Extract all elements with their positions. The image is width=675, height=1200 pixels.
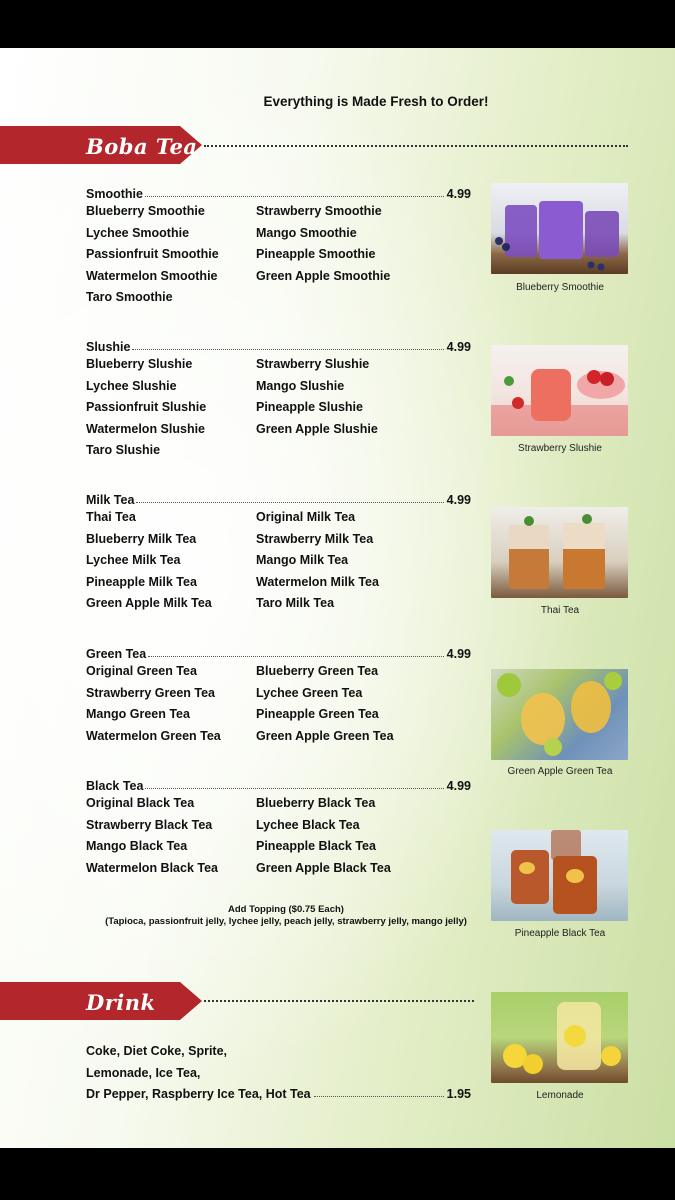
topping-title: Add Topping ($0.75 Each) bbox=[228, 904, 344, 915]
item-list bbox=[86, 793, 471, 879]
menu-page bbox=[0, 48, 675, 1148]
menu-item: Lychee Smoothie bbox=[86, 225, 190, 240]
menu-item: Blueberry Slushie bbox=[86, 357, 193, 371]
menu-item: Passionfruit Slushie bbox=[86, 400, 207, 415]
strawberry-slushie-icon bbox=[491, 345, 628, 436]
menu-item: Lychee Black Tea bbox=[256, 817, 360, 832]
boba-tea-banner-title: Boba Tea bbox=[86, 134, 198, 159]
leader-dots bbox=[136, 502, 443, 503]
tagline: Everything is Made Fresh to Order! bbox=[263, 94, 489, 109]
section-price: 4.99 bbox=[446, 779, 471, 793]
menu-item: Watermelon Smoothie bbox=[86, 268, 218, 283]
section-price: 4.99 bbox=[446, 493, 471, 507]
photo-caption: Strawberry Slushie bbox=[518, 443, 602, 454]
menu-item: Mango Slushie bbox=[256, 378, 345, 393]
item-list bbox=[86, 661, 471, 747]
section-header bbox=[86, 332, 471, 354]
menu-item: Pineapple Milk Tea bbox=[86, 574, 197, 589]
menu-item: Pineapple Green Tea bbox=[256, 707, 379, 722]
menu-item: Blueberry Black Tea bbox=[256, 796, 376, 810]
strawberry-slushie-photo bbox=[491, 345, 628, 436]
menu-item: Blueberry Green Tea bbox=[256, 664, 379, 678]
menu-item: Thai Tea bbox=[86, 510, 136, 524]
smoothie-section bbox=[86, 179, 471, 309]
bottom-black-bar bbox=[0, 1148, 675, 1200]
lemonade-icon bbox=[491, 992, 628, 1083]
section-name: Milk Tea bbox=[86, 493, 135, 507]
green-apple-green-tea-photo bbox=[491, 669, 628, 760]
photo-caption: Pineapple Black Tea bbox=[514, 928, 606, 939]
menu-item: Strawberry Green Tea bbox=[86, 685, 215, 700]
drink-line-2: Lemonade, Ice Tea, bbox=[86, 1066, 201, 1080]
item-list bbox=[86, 507, 471, 615]
photo-caption: Blueberry Smoothie bbox=[516, 282, 604, 293]
menu-item: Green Apple Milk Tea bbox=[86, 596, 212, 611]
topping-list: (Tapioca, passionfruit jelly, lychee jelly, peach jelly, strawberry jelly, mango jelly) bbox=[105, 916, 467, 927]
blueberry-smoothie-icon bbox=[491, 183, 628, 274]
menu-item: Lychee Green Tea bbox=[256, 685, 363, 700]
menu-item: Original Black Tea bbox=[86, 796, 195, 810]
menu-item: Strawberry Smoothie bbox=[256, 204, 382, 218]
slushie-section bbox=[86, 332, 471, 462]
menu-item: Pineapple Slushie bbox=[256, 400, 363, 415]
drink-banner-title: Drink bbox=[86, 990, 156, 1015]
section-price: 4.99 bbox=[446, 187, 471, 201]
menu-item: Strawberry Black Tea bbox=[86, 817, 213, 832]
leader-dots bbox=[132, 349, 443, 350]
photo-caption: Thai Tea bbox=[540, 605, 580, 616]
menu-item: Taro Smoothie bbox=[86, 290, 173, 305]
menu-item: Taro Milk Tea bbox=[256, 596, 335, 611]
menu-item: Green Apple Black Tea bbox=[256, 860, 391, 875]
menu-item: Blueberry Milk Tea bbox=[86, 531, 197, 546]
green-tea-section bbox=[86, 639, 471, 747]
section-name: Slushie bbox=[86, 340, 131, 354]
photo-caption: Lemonade bbox=[536, 1090, 584, 1101]
thai-tea-icon bbox=[491, 507, 628, 598]
pineapple-black-tea-photo bbox=[491, 830, 628, 921]
menu-item: Watermelon Milk Tea bbox=[256, 574, 379, 589]
drink-line-1: Coke, Diet Coke, Sprite, bbox=[86, 1044, 228, 1058]
topping-note bbox=[86, 904, 486, 928]
menu-item: Pineapple Black Tea bbox=[256, 839, 376, 854]
drink-line-3 bbox=[86, 1087, 471, 1101]
blueberry-smoothie-photo bbox=[491, 183, 628, 274]
banner-dotted-rule bbox=[204, 145, 628, 147]
section-price: 4.99 bbox=[446, 340, 471, 354]
black-tea-section bbox=[86, 771, 471, 879]
menu-item: Mango Black Tea bbox=[86, 839, 188, 854]
leader-dots bbox=[148, 656, 443, 657]
menu-item: Green Apple Slushie bbox=[256, 421, 378, 436]
menu-item: Mango Green Tea bbox=[86, 707, 190, 722]
menu-item: Watermelon Slushie bbox=[86, 421, 206, 436]
menu-item: Strawberry Milk Tea bbox=[256, 531, 374, 546]
menu-item: Green Apple Smoothie bbox=[256, 268, 391, 283]
banner-dotted-rule bbox=[204, 1000, 474, 1002]
menu-item: Original Milk Tea bbox=[256, 510, 356, 524]
menu-item: Watermelon Green Tea bbox=[86, 728, 221, 743]
menu-item: Strawberry Slushie bbox=[256, 357, 370, 371]
menu-item: Pineapple Smoothie bbox=[256, 247, 376, 262]
section-name: Black Tea bbox=[86, 779, 144, 793]
menu-item: Mango Milk Tea bbox=[256, 553, 349, 568]
leader-dots bbox=[145, 788, 443, 789]
section-header bbox=[86, 771, 471, 793]
menu-item: Blueberry Smoothie bbox=[86, 204, 205, 218]
menu-item: Watermelon Black Tea bbox=[86, 860, 218, 875]
menu-item: Taro Slushie bbox=[86, 443, 161, 458]
drink-price: 1.95 bbox=[446, 1087, 471, 1101]
green-apple-green-tea-icon bbox=[491, 669, 628, 760]
lemonade-photo bbox=[491, 992, 628, 1083]
top-black-bar bbox=[0, 0, 675, 48]
section-header bbox=[86, 485, 471, 507]
pineapple-black-tea-icon bbox=[491, 830, 628, 921]
leader-dots bbox=[145, 196, 444, 197]
menu-item: Original Green Tea bbox=[86, 664, 197, 678]
section-price: 4.99 bbox=[446, 647, 471, 661]
section-header bbox=[86, 179, 471, 201]
menu-item: Lychee Milk Tea bbox=[86, 553, 181, 568]
item-list bbox=[86, 354, 471, 462]
section-name: Green Tea bbox=[86, 647, 147, 661]
milk-tea-section bbox=[86, 485, 471, 615]
item-list bbox=[86, 201, 471, 309]
leader-dots bbox=[314, 1096, 444, 1097]
drink-names: Dr Pepper, Raspberry Ice Tea, Hot Tea bbox=[86, 1087, 311, 1101]
menu-item: Mango Smoothie bbox=[256, 225, 357, 240]
menu-item: Lychee Slushie bbox=[86, 378, 177, 393]
menu-item: Passionfruit Smoothie bbox=[86, 247, 219, 262]
thai-tea-photo bbox=[491, 507, 628, 598]
section-header bbox=[86, 639, 471, 661]
menu-item: Green Apple Green Tea bbox=[256, 728, 394, 743]
section-name: Smoothie bbox=[86, 187, 143, 201]
photo-caption: Green Apple Green Tea bbox=[507, 766, 613, 777]
